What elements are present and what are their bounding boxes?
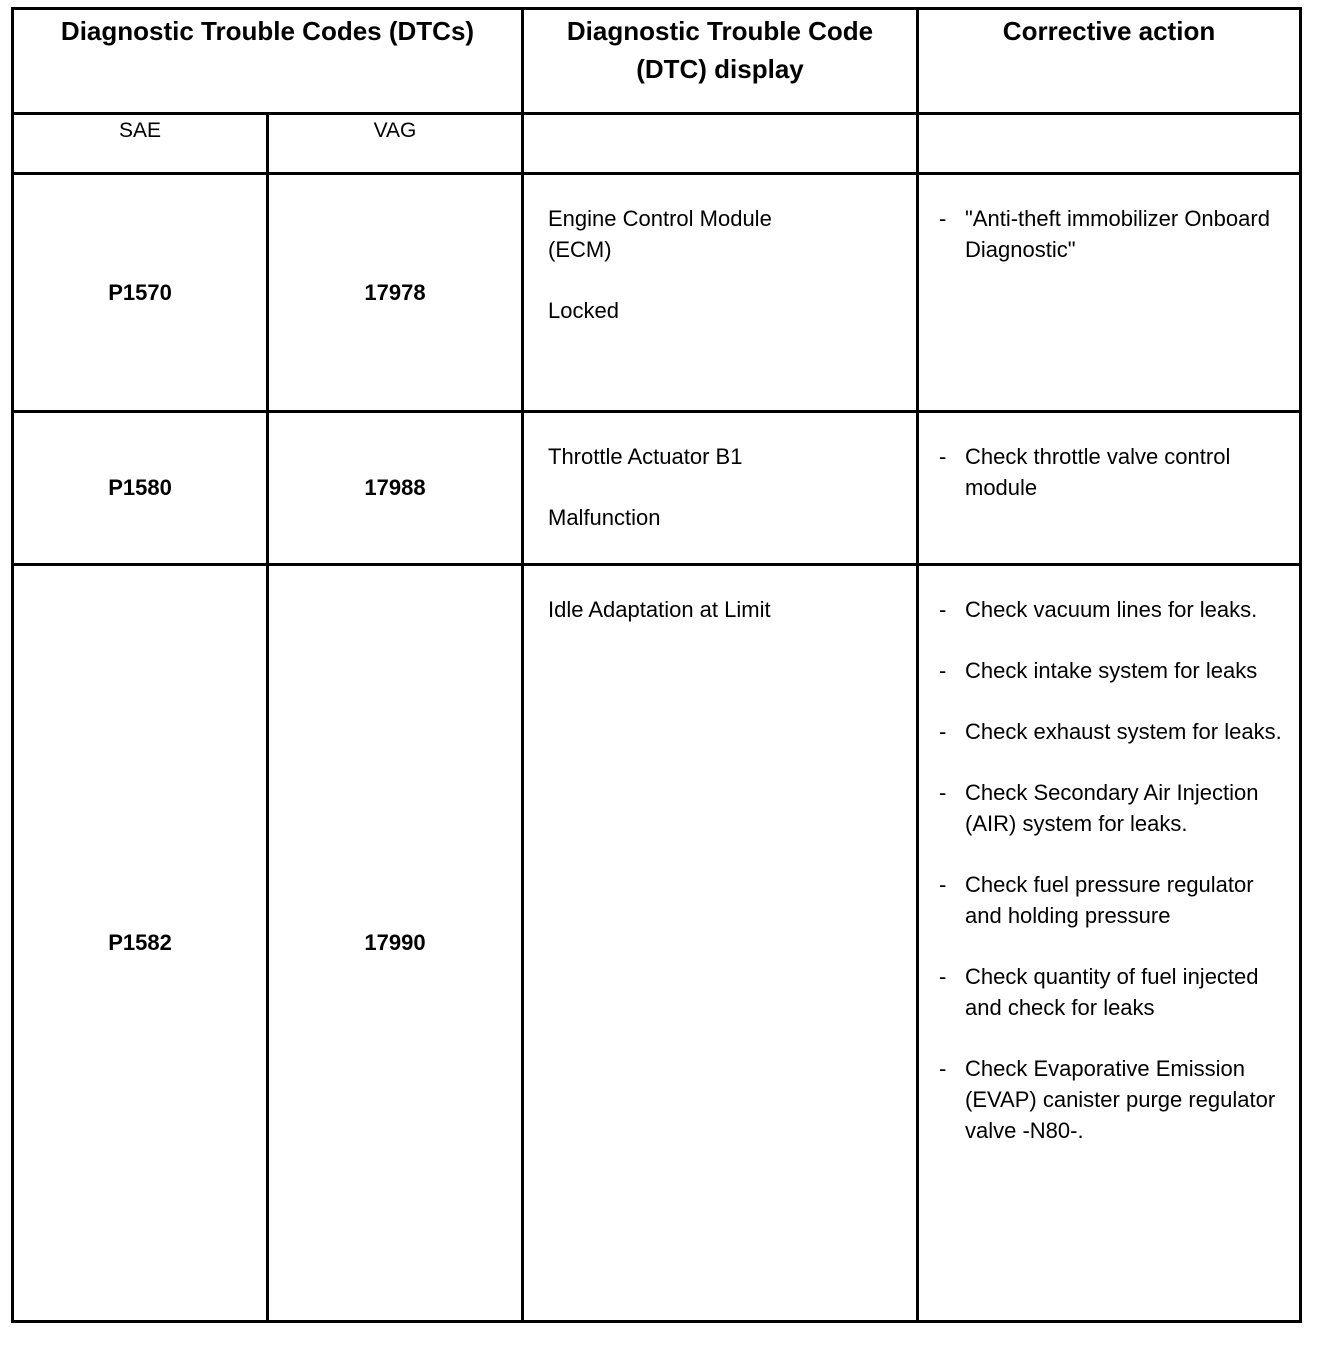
corrective-action (918, 565, 1301, 1322)
dtc-table (11, 7, 1302, 1323)
list-item: - Check intake system for leaks (939, 658, 1258, 683)
subheader-vag: VAG (268, 114, 523, 174)
list-item: - Check exhaust system for leaks. (939, 719, 1282, 744)
subheader-sae: SAE (13, 114, 268, 174)
subheader-row (13, 114, 1301, 174)
table-row (13, 412, 1301, 565)
corrective-action (918, 174, 1301, 412)
list-item: - Check throttle valve control module (939, 444, 1231, 500)
list-item: - Check Evaporative Emission (EVAP) canister purge regulator valve -N80-. (939, 1056, 1276, 1143)
display-line: Engine Control Module (ECM) (548, 206, 772, 262)
vag-code: 17978 (268, 174, 523, 412)
dtc-display (523, 565, 918, 1322)
subheader-empty-display (523, 114, 918, 174)
table-row (13, 565, 1301, 1322)
table-row (13, 174, 1301, 412)
list-item: - Check Secondary Air Injection (AIR) system for leaks. (939, 780, 1259, 836)
action-list (939, 594, 1283, 1146)
header-codes: Diagnostic Trouble Codes (DTCs) (13, 9, 523, 114)
display-line: Throttle Actuator B1 (548, 444, 743, 469)
header-row (13, 9, 1301, 114)
display-line: Malfunction (548, 505, 661, 530)
list-item: - Check fuel pressure regulator and holding pressure (939, 872, 1254, 928)
sae-code: P1582 (13, 565, 268, 1322)
list-item: - Check quantity of fuel injected and check for leaks (939, 964, 1259, 1020)
action-list (939, 441, 1283, 503)
sae-code: P1580 (13, 412, 268, 565)
vag-code: 17988 (268, 412, 523, 565)
list-item: - Check vacuum lines for leaks. (939, 597, 1258, 622)
dtc-display (523, 412, 918, 565)
dtc-display (523, 174, 918, 412)
corrective-action (918, 412, 1301, 565)
header-action: Corrective action (918, 9, 1301, 114)
display-line: Locked (548, 298, 619, 323)
display-line: Idle Adaptation at Limit (548, 597, 771, 622)
vag-code: 17990 (268, 565, 523, 1322)
action-list (939, 203, 1283, 265)
list-item: - "Anti-theft immobilizer Onboard Diagnostic" (939, 206, 1270, 262)
subheader-empty-action (918, 114, 1301, 174)
header-display: Diagnostic Trouble Code (DTC) display (523, 9, 918, 114)
sae-code: P1570 (13, 174, 268, 412)
